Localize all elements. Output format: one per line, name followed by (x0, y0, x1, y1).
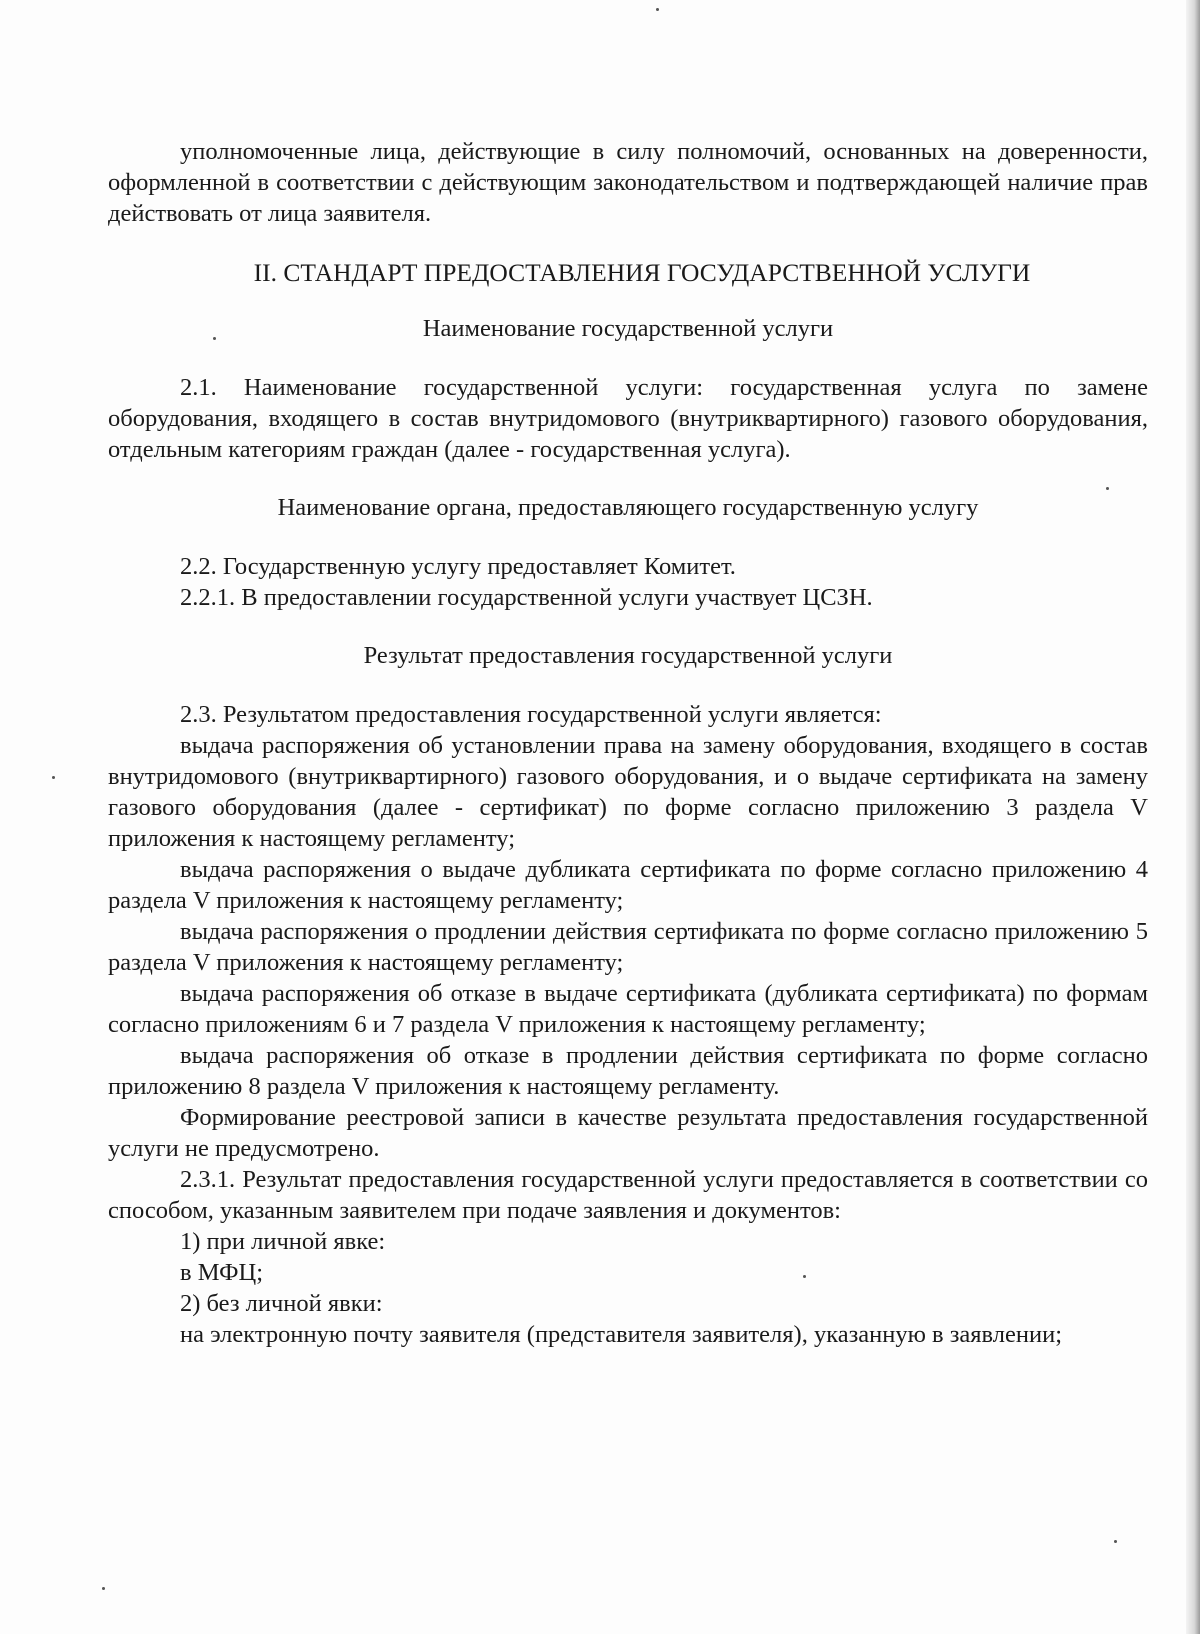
paragraph-2-2-1: 2.2.1. В предоставлении государственной услуги участвует ЦСЗН. (180, 584, 873, 611)
subheading-service-name: Наименование государственной услуги (422, 315, 834, 342)
section-title: II. СТАНДАРТ ПРЕДОСТАВЛЕНИЯ ГОСУДАРСТВЕННОЙ УСЛУГИ (253, 258, 1031, 287)
paragraph-2-1: 2.1. Наименование государственной услуги: государственная услуга по замене оборудования, входящего в состав внутридомового (внутриквартирного) газового оборудования, отдельным категориям граждан (далее - государственная услуга). (108, 374, 1148, 463)
document-body (108, 136, 1148, 1350)
subheading-result: Результат предоставления государственной услуги (363, 642, 893, 669)
paragraph-2-3-f: Формирование реестровой записи в качестве результата предоставления государственной услуги не предусмотрено. (108, 1104, 1148, 1162)
scan-speck (656, 8, 659, 11)
list-item-email: на электронную почту заявителя (представителя заявителя), указанную в заявлении; (180, 1321, 1063, 1348)
paragraph-2-3-1: 2.3.1. Результат предоставления государственной услуги предоставляется в соответствии со способом, указанным заявителем при подаче заявления и документов: (108, 1166, 1148, 1224)
list-item-mfc: в МФЦ; (180, 1259, 264, 1286)
paragraph-2-3-c: выдача распоряжения о продлении действия сертификата по форме согласно приложению 5 раздела V приложения к настоящему регламенту; (108, 918, 1148, 976)
paragraph-2-3-e: выдача распоряжения об отказе в продлении действия сертификата по форме согласно приложению 8 раздела V приложения к настоящему регламенту. (108, 1042, 1148, 1100)
scan-speck (102, 1587, 105, 1590)
paragraph-2-3-d: выдача распоряжения об отказе в выдаче сертификата (дубликата сертификата) по формам согласно приложениям 6 и 7 раздела V приложения к настоящему регламенту; (108, 980, 1148, 1038)
subheading-authority: Наименование органа, предоставляющего государственную услугу (277, 494, 979, 521)
scan-speck (52, 776, 55, 779)
paragraph-2-2: 2.2. Государственную услугу предоставляет Комитет. (180, 553, 736, 580)
scan-speck (1114, 1540, 1117, 1543)
paragraph-2-3-b: выдача распоряжения о выдаче дубликата сертификата по форме согласно приложению 4 раздела V приложения к настоящему регламенту; (108, 856, 1148, 914)
page-edge-shadow (1186, 0, 1200, 1634)
list-item-no-visit: 2) без личной явки: (180, 1290, 383, 1317)
intro-paragraph: уполномоченные лица, действующие в силу полномочий, основанных на доверенности, оформленной в соответствии с действующим законодательством и подтверждающей наличие прав действовать от лица заявителя. (108, 138, 1148, 227)
list-item-personal-visit: 1) при личной явке: (180, 1228, 386, 1255)
paragraph-2-3-a: выдача распоряжения об установлении права на замену оборудования, входящего в состав внутридомового (внутриквартирного) газового оборудования, и о выдаче сертификата на замену газового оборудования (далее - сертификат) по форме согласно приложению 3 раздела V приложения к настоящему регламенту; (108, 732, 1148, 852)
paragraph-2-3: 2.3. Результатом предоставления государственной услуги является: (180, 701, 882, 728)
